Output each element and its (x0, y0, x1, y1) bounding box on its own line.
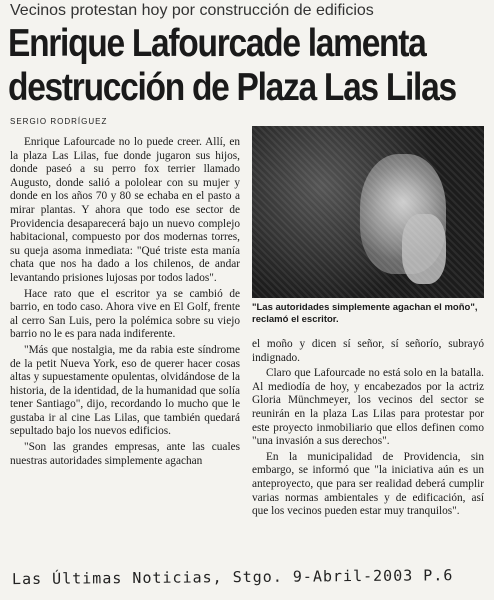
article-headline (8, 22, 486, 110)
paragraph: En la municipalidad de Providencia, sin embargo, se informó que "la iniciativa aún es un anteproyecto, que para ser realidad deberá cumplir varias normas ambientales y de edificación, así que los vecinos pueden estar muy tranquilos". (252, 450, 484, 518)
headline-line-1: Enrique Lafourcade lamenta (8, 22, 426, 65)
paragraph: el moño y dicen sí señor, sí señorío, subrayó indignado. (252, 338, 484, 364)
byline: SERGIO RODRÍGUEZ (10, 117, 108, 126)
paragraph: "Son las grandes empresas, ante las cuales nuestras autoridades simplemente agachan (10, 441, 240, 467)
photo-caption: "Las autoridades simplemente agachan el moño", reclamó el escritor. (252, 302, 478, 325)
body-column-right (252, 338, 484, 521)
author-photo (252, 126, 484, 298)
paragraph: Enrique Lafourcade no lo puede creer. Allí, en la plaza Las Lilas, fue donde jugaron sus hijos, donde paseó a su perro fox terrier llamado Augusto, donde salió a pololear con su mujer y donde en los años 70 y 80 se echaba en el pasto a mirar plantas. Y ahora que todo ese sector de Providencia desaparecerá bajo un nuevo complejo habitacional, compuesto por dos modernas torres, su queja asoma inmediata: "Qué triste esta manía chata que nos ha dado a los chilenos, de andar levantando prisiones lujosas por todos lados". (10, 136, 240, 284)
paragraph: "Más que nostalgia, me da rabia este síndrome de la petit Nueva York, eso de querer hacer cosas altas y supuestamente opulentas, olvidándose de la historia, de la identidad, de la humanidad que solía tener Santiago", dijo, recordando lo mucho que le gustaba ir al cine Las Lilas, que también quedará sepultado bajo los nuevos edificios. (10, 343, 240, 438)
handwritten-source-note: Las Últimas Noticias, Stgo. 9-Abril-2003 P.6 (11, 566, 454, 589)
paragraph: Hace rato que el escritor ya se cambió de barrio, en todo caso. Ahora vive en El Golf, frente al cerro San Luis, pero la polémica sobre su viejo barrio no le es para nada indiferente. (10, 287, 240, 341)
photo-halftone (252, 126, 484, 298)
headline-line-2: destrucción de Plaza Las Lilas (8, 66, 456, 109)
paragraph: Claro que Lafourcade no está solo en la batalla. Al mediodía de hoy, y encabezados por la actriz Gloria Münchmeyer, los vecinos del sector se reunirán en la plaza Las Lilas para protestar por este proyecto inmobiliario que ellos definen como "una invasión a sus derechos". (252, 367, 484, 448)
body-column-left (10, 136, 240, 470)
article-kicker: Vecinos protestan hoy por construcción de edificios (10, 2, 374, 19)
